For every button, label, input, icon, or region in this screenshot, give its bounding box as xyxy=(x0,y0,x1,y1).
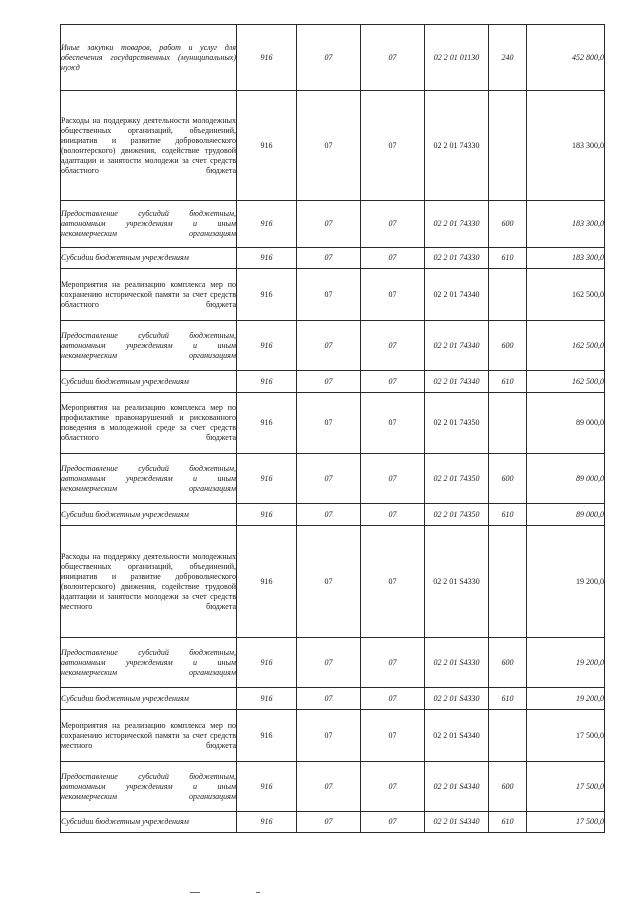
row-gov-code: 916 xyxy=(237,688,297,710)
row-name: Предоставление субсидий бюджетным, автономным учреждениям и иным некоммерческим организациям xyxy=(61,454,237,504)
row-subsection: 07 xyxy=(361,248,425,269)
row-name: Предоставление субсидий бюджетным, автономным учреждениям и иным некоммерческим организациям xyxy=(61,201,237,248)
table-row xyxy=(61,812,605,833)
row-subsection: 07 xyxy=(361,710,425,762)
row-subsection: 07 xyxy=(361,201,425,248)
row-expense-type: 610 xyxy=(489,248,527,269)
row-amount: 183 300,0 xyxy=(527,201,605,248)
table-row xyxy=(61,710,605,762)
row-gov-code: 916 xyxy=(237,812,297,833)
row-name: Иные закупки товаров, работ и услуг для обеспечения государственных (муниципальных) нужд xyxy=(61,25,237,91)
row-section: 07 xyxy=(297,454,361,504)
row-name: Мероприятия на реализацию комплекса мер по сохранению исторической памяти за счет средств областного бюджета xyxy=(61,269,237,321)
table-row xyxy=(61,762,605,812)
row-gov-code: 916 xyxy=(237,504,297,526)
row-target-article: 02 2 01 S4340 xyxy=(425,710,489,762)
row-gov-code: 916 xyxy=(237,762,297,812)
row-subsection: 07 xyxy=(361,269,425,321)
table-row xyxy=(61,393,605,454)
row-gov-code: 916 xyxy=(237,269,297,321)
row-target-article: 02 2 01 74340 xyxy=(425,371,489,393)
row-section: 07 xyxy=(297,504,361,526)
row-section: 07 xyxy=(297,91,361,201)
row-expense-type: 240 xyxy=(489,25,527,91)
row-subsection: 07 xyxy=(361,638,425,688)
row-subsection: 07 xyxy=(361,91,425,201)
row-expense-type xyxy=(489,393,527,454)
row-subsection: 07 xyxy=(361,393,425,454)
table-row xyxy=(61,269,605,321)
footer-dash xyxy=(256,892,260,893)
row-section: 07 xyxy=(297,248,361,269)
row-amount: 162 500,0 xyxy=(527,371,605,393)
row-expense-type: 600 xyxy=(489,638,527,688)
table-row xyxy=(61,91,605,201)
row-expense-type: 600 xyxy=(489,321,527,371)
footer-dash xyxy=(190,892,200,893)
row-subsection: 07 xyxy=(361,454,425,504)
row-subsection: 07 xyxy=(361,504,425,526)
row-target-article: 02 2 01 S4330 xyxy=(425,526,489,638)
row-name: Расходы на поддержку деятельности молодежных общественных организаций, объединений, инициатив и развитие добровольческого (волонтерского) движения, содействие трудовой адаптации и занятости молодежи за счет средств областного бюджета xyxy=(61,91,237,201)
row-amount: 183 300,0 xyxy=(527,248,605,269)
row-gov-code: 916 xyxy=(237,25,297,91)
row-name: Субсидии бюджетным учреждениям xyxy=(61,248,237,269)
row-section: 07 xyxy=(297,25,361,91)
row-subsection: 07 xyxy=(361,688,425,710)
row-name: Мероприятия на реализацию комплекса мер по профилактике правонарушений и рискованного поведения в молодежной среде за счет средств областного бюджета xyxy=(61,393,237,454)
row-target-article: 02 2 01 S4330 xyxy=(425,638,489,688)
row-target-article: 02 2 01 74350 xyxy=(425,393,489,454)
row-section: 07 xyxy=(297,812,361,833)
row-subsection: 07 xyxy=(361,812,425,833)
row-section: 07 xyxy=(297,269,361,321)
table-row xyxy=(61,454,605,504)
row-name: Предоставление субсидий бюджетным, автономным учреждениям и иным некоммерческим организациям xyxy=(61,762,237,812)
table-row xyxy=(61,248,605,269)
row-amount: 19 200,0 xyxy=(527,688,605,710)
row-amount: 89 000,0 xyxy=(527,393,605,454)
table-row xyxy=(61,526,605,638)
row-section: 07 xyxy=(297,201,361,248)
row-subsection: 07 xyxy=(361,371,425,393)
row-amount: 162 500,0 xyxy=(527,269,605,321)
budget-table-body xyxy=(61,25,605,833)
row-name: Предоставление субсидий бюджетным, автономным учреждениям и иным некоммерческим организациям xyxy=(61,321,237,371)
row-section: 07 xyxy=(297,688,361,710)
footer-marks xyxy=(190,892,270,896)
row-name: Мероприятия на реализацию комплекса мер по сохранению исторической памяти за счет средств местного бюджета xyxy=(61,710,237,762)
row-expense-type: 610 xyxy=(489,812,527,833)
row-target-article: 02 2 01 74340 xyxy=(425,269,489,321)
row-section: 07 xyxy=(297,762,361,812)
row-section: 07 xyxy=(297,526,361,638)
row-expense-type: 600 xyxy=(489,762,527,812)
row-expense-type xyxy=(489,526,527,638)
row-section: 07 xyxy=(297,321,361,371)
row-amount: 89 000,0 xyxy=(527,454,605,504)
row-name: Субсидии бюджетным учреждениям xyxy=(61,504,237,526)
row-expense-type: 600 xyxy=(489,454,527,504)
row-target-article: 02 2 01 74330 xyxy=(425,201,489,248)
row-subsection: 07 xyxy=(361,762,425,812)
row-amount: 162 500,0 xyxy=(527,321,605,371)
row-amount: 17 500,0 xyxy=(527,710,605,762)
row-amount: 183 300,0 xyxy=(527,91,605,201)
budget-table xyxy=(60,24,605,833)
row-gov-code: 916 xyxy=(237,393,297,454)
table-row xyxy=(61,25,605,91)
row-gov-code: 916 xyxy=(237,638,297,688)
row-section: 07 xyxy=(297,710,361,762)
table-row xyxy=(61,321,605,371)
row-name: Субсидии бюджетным учреждениям xyxy=(61,688,237,710)
row-expense-type: 600 xyxy=(489,201,527,248)
row-subsection: 07 xyxy=(361,25,425,91)
row-expense-type: 610 xyxy=(489,504,527,526)
row-gov-code: 916 xyxy=(237,454,297,504)
row-amount: 17 500,0 xyxy=(527,762,605,812)
row-gov-code: 916 xyxy=(237,91,297,201)
row-target-article: 02 2 01 S4340 xyxy=(425,812,489,833)
row-amount: 17 500,0 xyxy=(527,812,605,833)
row-expense-type: 610 xyxy=(489,371,527,393)
row-target-article: 02 2 01 74350 xyxy=(425,454,489,504)
row-expense-type: 610 xyxy=(489,688,527,710)
row-name: Предоставление субсидий бюджетным, автономным учреждениям и иным некоммерческим организациям xyxy=(61,638,237,688)
row-section: 07 xyxy=(297,638,361,688)
row-target-article: 02 2 01 S4340 xyxy=(425,762,489,812)
table-row xyxy=(61,201,605,248)
row-gov-code: 916 xyxy=(237,248,297,269)
row-name: Субсидии бюджетным учреждениям xyxy=(61,371,237,393)
row-amount: 19 200,0 xyxy=(527,638,605,688)
row-section: 07 xyxy=(297,393,361,454)
row-target-article: 02 2 01 74330 xyxy=(425,248,489,269)
row-name: Расходы на поддержку деятельности молодежных общественных организаций, объединений, инициатив и развитие добровольческого (волонтерского) движения, содействие трудовой адаптации и занятости молодежи за счет средств местного бюджета xyxy=(61,526,237,638)
table-row xyxy=(61,638,605,688)
table-row xyxy=(61,504,605,526)
row-gov-code: 916 xyxy=(237,710,297,762)
row-gov-code: 916 xyxy=(237,371,297,393)
row-expense-type xyxy=(489,710,527,762)
row-section: 07 xyxy=(297,371,361,393)
table-row xyxy=(61,371,605,393)
row-amount: 19 200,0 xyxy=(527,526,605,638)
row-target-article: 02 2 01 74340 xyxy=(425,321,489,371)
row-gov-code: 916 xyxy=(237,321,297,371)
row-amount: 89 000,0 xyxy=(527,504,605,526)
row-amount: 452 800,0 xyxy=(527,25,605,91)
row-target-article: 02 2 01 74350 xyxy=(425,504,489,526)
table-row xyxy=(61,688,605,710)
row-subsection: 07 xyxy=(361,526,425,638)
row-expense-type xyxy=(489,91,527,201)
row-target-article: 02 2 01 74330 xyxy=(425,91,489,201)
row-gov-code: 916 xyxy=(237,526,297,638)
row-gov-code: 916 xyxy=(237,201,297,248)
row-subsection: 07 xyxy=(361,321,425,371)
row-target-article: 02 2 01 01130 xyxy=(425,25,489,91)
row-target-article: 02 2 01 S4330 xyxy=(425,688,489,710)
row-expense-type xyxy=(489,269,527,321)
row-name: Субсидии бюджетным учреждениям xyxy=(61,812,237,833)
